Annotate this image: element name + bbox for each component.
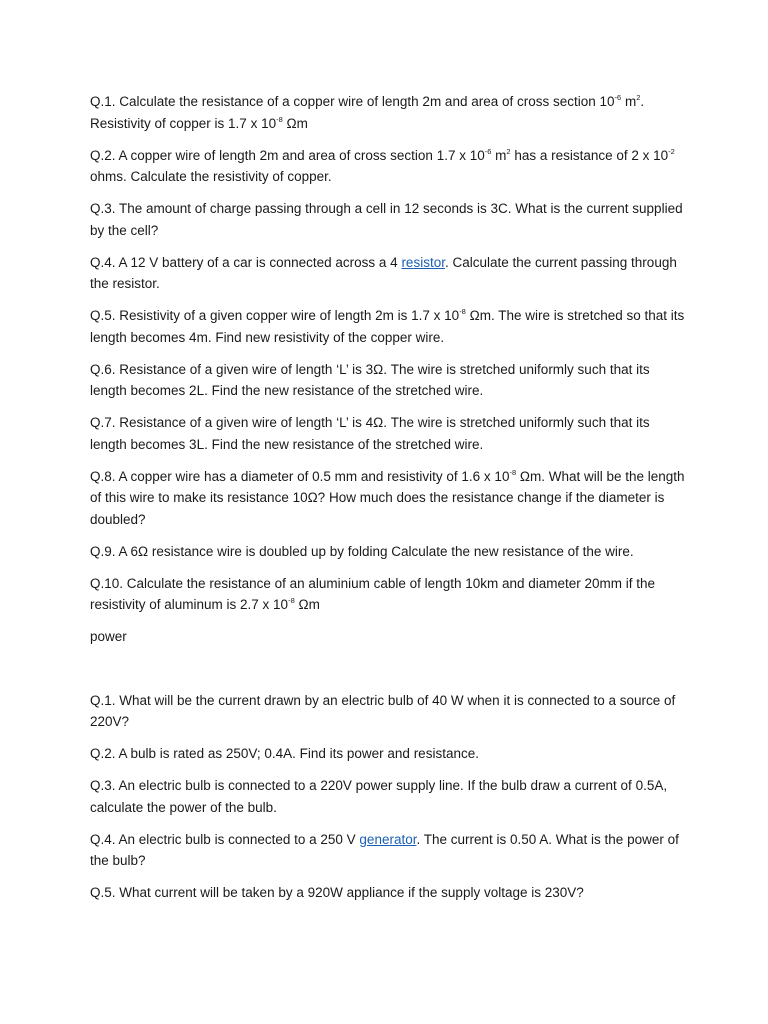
power-question-4 [90, 829, 686, 872]
question-text: ohms. Calculate the resistivity of copper. [90, 169, 332, 184]
question-text: has a resistance of 2 x 10 [510, 147, 669, 163]
question-text: Ωm. The wire is stretched so that its length becomes 4m. Find new resistivity of the copper wire. [90, 308, 685, 345]
resistance-question-5 [90, 305, 686, 348]
resistance-question-9: Q.9. A 6Ω resistance wire is doubled up by folding Calculate the new resistance of the wire. [90, 543, 634, 559]
question-text: Ωm [282, 115, 308, 131]
section-heading-power: power [90, 629, 127, 644]
resistance-question-4 [90, 252, 686, 295]
resistance-question-7: Q.7. Resistance of a given wire of length ‘L’ is 4Ω. The wire is stretched uniformly such that its length becomes 3L. Find the new resistance of the stretched wire. [90, 415, 650, 452]
question-text: m [621, 94, 637, 109]
power-question-5: Q.5. What current will be taken by a 920W appliance if the supply voltage is 230V? [90, 885, 584, 900]
question-text: Q.8. A copper wire has a diameter of 0.5 mm and resistivity of 1.6 x 10 [90, 468, 510, 484]
question-text: Q.1. Calculate the resistance of a copper wire of length 2m and area of cross section 10 [90, 94, 615, 109]
question-text: Q.4. An electric bulb is connected to a 250 V [90, 831, 360, 847]
question-text: Ωm. What will be the length of this wire to make its resistance 10Ω? How much does the resistance change if the diameter is doubled? [90, 468, 685, 527]
superscript: 2 [506, 146, 511, 156]
question-text: Q.4. A 12 V battery of a car is connected across a 4 [90, 254, 402, 270]
superscript: -6 [484, 146, 492, 156]
question-text: . The current is 0.50 A. What is the power of the bulb? [90, 831, 679, 868]
power-question-3: Q.3. An electric bulb is connected to a 220V power supply line. If the bulb draw a current of 0.5A, calculate the power of the bulb. [90, 778, 668, 815]
superscript: 2 [636, 93, 641, 102]
power-question-1: Q.1. What will be the current drawn by an electric bulb of 40 W when it is connected to a source of 220V? [90, 692, 676, 729]
question-text: . Resistivity of copper is 1.7 x 10 [90, 94, 645, 131]
superscript: -6 [614, 93, 622, 102]
question-text: Ωm [294, 597, 320, 612]
resistance-question-1 [90, 91, 686, 134]
resistance-question-6: Q.6. Resistance of a given wire of length ‘L’ is 3Ω. The wire is stretched uniformly such that its length becomes 2L. Find the new resistance of the stretched wire. [90, 361, 650, 398]
resistor-link[interactable]: resistor [401, 254, 445, 270]
resistance-question-10 [90, 573, 686, 616]
superscript: -2 [668, 146, 675, 156]
document-page [90, 91, 686, 914]
resistance-question-8 [90, 466, 686, 531]
question-text: Q.2. A copper wire of length 2m and area of cross section 1.7 x 10 [90, 147, 485, 163]
question-text: Q.5. Resistivity of a given copper wire of length 2m is 1.7 x 10 [90, 308, 460, 323]
resistance-question-3: Q.3. The amount of charge passing through a cell in 12 seconds is 3C. What is the current supplied by the cell? [90, 201, 683, 238]
question-text: . Calculate the current passing through the resistor. [90, 254, 677, 291]
question-text: m [491, 147, 507, 163]
generator-link[interactable]: generator [359, 831, 417, 847]
resistance-question-2 [90, 145, 686, 188]
superscript: -8 [276, 114, 283, 124]
question-text: Q.10. Calculate the resistance of an aluminium cable of length 10km and diameter 20mm if the resistivity of aluminum is 2.7 x 10 [90, 575, 656, 612]
superscript: -8 [459, 307, 466, 316]
superscript: -8 [288, 596, 295, 605]
power-question-2: Q.2. A bulb is rated as 250V; 0.4A. Find its power and resistance. [90, 746, 479, 761]
superscript: -8 [509, 467, 517, 477]
